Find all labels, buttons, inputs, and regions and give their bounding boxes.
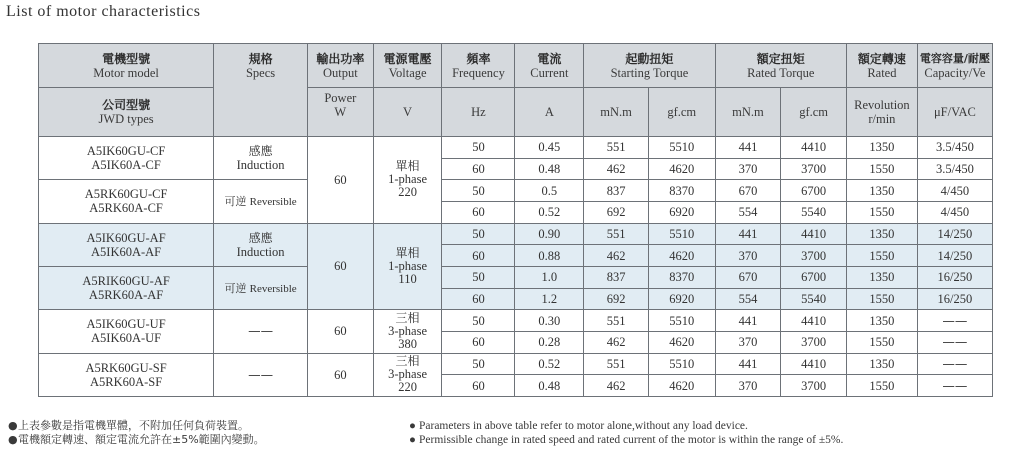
header-output: 輸出功率 Output [307,44,373,88]
rated-torque-mn-cell: 370 [715,375,781,397]
table-row [39,353,993,375]
starting-torque-mn-cell: 551 [584,310,649,332]
header-starting-torque-gf: gf.cm [648,88,715,137]
header-voltage-unit: V [373,88,442,137]
rated-torque-mn-cell: 670 [715,266,781,288]
starting-torque-mn-cell: 837 [584,266,649,288]
output-cell: 60 [307,137,373,224]
note-zh-2: ●電機額定轉速、額定電流允許在±5%範圍內變動。 [8,433,265,446]
header-output-unit: Power W [307,88,373,137]
header-capacity-unit: μF/VAC [917,88,992,137]
capacity-cell: 4/450 [917,180,992,202]
current-cell: 0.48 [515,375,584,397]
spec-cell: 可逆 Reversible [214,180,308,223]
note-en-1: ● Parameters in above table refer to motor alone,without any load device. [409,420,748,432]
bullet-icon: ● [409,420,416,432]
capacity-cell: —— [917,353,992,375]
frequency-cell: 60 [442,201,515,223]
output-cell: 60 [307,310,373,353]
starting-torque-mn-cell: 551 [584,223,649,245]
spec-cell: 感應 Induction [214,223,308,266]
rated-torque-gf-cell: 4410 [781,353,847,375]
starting-torque-gf-cell: 5510 [648,223,715,245]
starting-torque-gf-cell: 5510 [648,310,715,332]
starting-torque-mn-cell: 462 [584,158,649,180]
starting-torque-mn-cell: 692 [584,288,649,310]
starting-torque-gf-cell: 5510 [648,137,715,159]
rated-torque-gf-cell: 3700 [781,245,847,267]
rated-speed-cell: 1350 [846,310,917,332]
bullet-icon: ● [8,419,18,432]
group-3phase-380 [39,310,993,353]
starting-torque-gf-cell: 6920 [648,288,715,310]
capacity-cell: 16/250 [917,266,992,288]
table-row [39,310,993,332]
starting-torque-gf-cell: 8370 [648,180,715,202]
rated-speed-cell: 1350 [846,353,917,375]
current-cell: 0.90 [515,223,584,245]
voltage-cell: 單相 1-phase 220 [373,137,442,224]
capacity-cell: 4/450 [917,201,992,223]
rated-torque-gf-cell: 6700 [781,180,847,202]
starting-torque-gf-cell: 8370 [648,266,715,288]
bullet-icon: ● [8,433,18,446]
rated-torque-mn-cell: 441 [715,223,781,245]
starting-torque-gf-cell: 4620 [648,375,715,397]
rated-speed-cell: 1350 [846,180,917,202]
starting-torque-gf-cell: 4620 [648,331,715,353]
spec-cell: 可逆 Reversible [214,266,308,309]
starting-torque-gf-cell: 5510 [648,353,715,375]
rated-torque-gf-cell: 4410 [781,310,847,332]
frequency-cell: 50 [442,266,515,288]
rated-torque-mn-cell: 441 [715,353,781,375]
current-cell: 0.48 [515,158,584,180]
current-cell: 0.52 [515,201,584,223]
output-cell: 60 [307,353,373,396]
page-title: List of motor characteristics [6,3,201,20]
voltage-cell: 三相 3-phase 220 [373,353,442,396]
capacity-cell: 14/250 [917,223,992,245]
spec-cell: —— [214,310,308,353]
model-cell: A5RK60GU-SF A5RK60A-SF [39,353,214,396]
table-row [39,137,993,159]
frequency-cell: 50 [442,180,515,202]
group-1phase-220 [39,137,993,224]
bullet-icon: ● [409,434,416,446]
capacity-cell: —— [917,310,992,332]
rated-torque-gf-cell: 6700 [781,266,847,288]
current-cell: 0.28 [515,331,584,353]
frequency-cell: 60 [442,288,515,310]
current-cell: 1.2 [515,288,584,310]
rated-torque-mn-cell: 554 [715,201,781,223]
voltage-cell: 三相 3-phase 380 [373,310,442,353]
rated-speed-cell: 1550 [846,158,917,180]
note-en-2: ● Permissible change in rated speed and rated current of the motor is within the range of ±5%. [409,434,844,446]
rated-torque-mn-cell: 670 [715,180,781,202]
rated-torque-mn-cell: 370 [715,245,781,267]
current-cell: 0.52 [515,353,584,375]
rated-speed-cell: 1350 [846,266,917,288]
note-zh-1: ●上表參數是指電機單體，不附加任何負荷裝置。 [8,419,249,432]
header-starting-torque-mn: mN.m [584,88,649,137]
starting-torque-mn-cell: 551 [584,137,649,159]
rated-speed-cell: 1550 [846,288,917,310]
header-current-unit: A [515,88,584,137]
header-specs: 規格 Specs [214,44,308,137]
capacity-cell: —— [917,375,992,397]
rated-speed-cell: 1550 [846,201,917,223]
header-capacity: 電容容量/耐壓 Capacity/Ve [917,44,992,88]
rated-torque-gf-cell: 5540 [781,201,847,223]
voltage-cell: 單相 1-phase 110 [373,223,442,310]
model-cell: A5IK60GU-CF A5IK60A-CF [39,137,214,180]
rated-torque-gf-cell: 3700 [781,375,847,397]
current-cell: 1.0 [515,266,584,288]
model-cell: A5RK60GU-CF A5RK60A-CF [39,180,214,223]
frequency-cell: 50 [442,223,515,245]
frequency-cell: 50 [442,310,515,332]
rated-torque-gf-cell: 4410 [781,223,847,245]
rated-speed-cell: 1350 [846,223,917,245]
model-cell: A5IK60GU-AF A5IK60A-AF [39,223,214,266]
rated-torque-gf-cell: 4410 [781,137,847,159]
starting-torque-mn-cell: 551 [584,353,649,375]
capacity-cell: 3.5/450 [917,137,992,159]
starting-torque-mn-cell: 692 [584,201,649,223]
rated-speed-cell: 1550 [846,375,917,397]
starting-torque-gf-cell: 4620 [648,245,715,267]
rated-torque-mn-cell: 370 [715,331,781,353]
notes-chinese [8,419,265,447]
rated-torque-gf-cell: 5540 [781,288,847,310]
starting-torque-mn-cell: 462 [584,375,649,397]
header-rated-torque-gf: gf.cm [781,88,847,137]
starting-torque-mn-cell: 837 [584,180,649,202]
rated-torque-gf-cell: 3700 [781,158,847,180]
capacity-cell: 3.5/450 [917,158,992,180]
frequency-cell: 60 [442,158,515,180]
group-1phase-110 [39,223,993,310]
header-rated-torque-mn: mN.m [715,88,781,137]
model-cell: A5IK60GU-UF A5IK60A-UF [39,310,214,353]
starting-torque-mn-cell: 462 [584,245,649,267]
notes-english [409,419,843,447]
rated-speed-cell: 1350 [846,137,917,159]
current-cell: 0.5 [515,180,584,202]
starting-torque-gf-cell: 4620 [648,158,715,180]
current-cell: 0.30 [515,310,584,332]
table-header [39,44,993,137]
header-rated-speed: 額定轉速 Rated [846,44,917,88]
spec-cell: 感應 Induction [214,137,308,180]
header-company-type: 公司型號 JWD types [39,88,214,137]
starting-torque-gf-cell: 6920 [648,201,715,223]
table-row [39,266,993,288]
table-row [39,180,993,202]
header-model: 電機型號 Motor model [39,44,214,88]
header-starting-torque: 起動扭矩 Starting Torque [584,44,715,88]
header-voltage: 電源電壓 Voltage [373,44,442,88]
capacity-cell: —— [917,331,992,353]
frequency-cell: 60 [442,331,515,353]
header-frequency-unit: Hz [442,88,515,137]
frequency-cell: 60 [442,245,515,267]
model-cell: A5RIK60GU-AF A5RK60A-AF [39,266,214,309]
output-cell: 60 [307,223,373,310]
rated-torque-mn-cell: 441 [715,310,781,332]
header-rated-torque: 額定扭矩 Rated Torque [715,44,846,88]
frequency-cell: 50 [442,137,515,159]
header-rated-speed-unit: Revolution r/min [846,88,917,137]
header-current: 電流 Current [515,44,584,88]
capacity-cell: 16/250 [917,288,992,310]
rated-speed-cell: 1550 [846,331,917,353]
current-cell: 0.45 [515,137,584,159]
rated-speed-cell: 1550 [846,245,917,267]
frequency-cell: 60 [442,375,515,397]
rated-torque-mn-cell: 441 [715,137,781,159]
current-cell: 0.88 [515,245,584,267]
starting-torque-mn-cell: 462 [584,331,649,353]
frequency-cell: 50 [442,353,515,375]
rated-torque-mn-cell: 370 [715,158,781,180]
rated-torque-mn-cell: 554 [715,288,781,310]
group-3phase-220 [39,353,993,396]
header-frequency: 頻率 Frequency [442,44,515,88]
motor-spec-table [38,43,993,397]
spec-cell: —— [214,353,308,396]
capacity-cell: 14/250 [917,245,992,267]
table-row [39,223,993,245]
rated-torque-gf-cell: 3700 [781,331,847,353]
